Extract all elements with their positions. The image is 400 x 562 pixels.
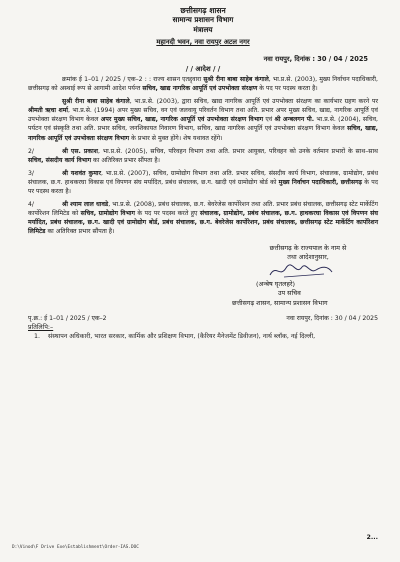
p2-number: 2/ — [28, 147, 35, 155]
signatory-department: छत्तीसगढ़ शासन, सामान्य प्रशासन विभाग — [232, 298, 328, 307]
signatory-designation: उप सचिव — [278, 289, 301, 298]
p4-bold-3: संचालक, ग्रामोद्योग, प्रबंध संचालक, छ.ग. हाथकरघा विकास एवं विपणन संघ मर्यादित, प्रबंध संचालक, छ.ग. खादी एवं ग्रामोद्योग बोर्ड, प्रबंध संचालक, छ.ग. बेवरेजेस कार्पोरेशन, प्रबंध संचालक, छत्तीसगढ़ स्टेट मार्केटिंग कार्पोरेशन लिमिटेड — [28, 209, 378, 235]
p1b-text-2: , भा.प्र.से. (1994) अपर मुख्य सचिव, वन एवं जलवायु परिवर्तन विभाग तथा अति. प्रभार अपर मुख्य सचिव, खाद्य, नागरिक आपूर्ति एवं उपभोक्ता संरक्षण विभाग केवल — [28, 107, 378, 124]
order-title: / / आदेश / / — [185, 65, 221, 74]
p1b-text-5: के प्रभार से मुक्त होंगे। शेष यथावत रहेंगे। — [129, 134, 223, 142]
ministry-name: मंत्रालय — [193, 24, 213, 34]
p2-bold-1: श्री एस. प्रकाश — [62, 147, 98, 155]
endorsement — [28, 314, 378, 341]
p4-bold-1: श्री श्याम लाल धावडे — [62, 200, 109, 208]
p3-bold-1: श्री यशवंत कुमार — [62, 169, 102, 177]
p3-bold-2: मुख्य निर्वाचन पदाधिकारी, छत्तीसगढ़ — [278, 178, 363, 186]
p4-text-1: , भा.प्र.से. (2008), प्रबंध संचालक, छ.ग. बेवरेजेस कार्पोरेशन तथा अति. प्रभार प्रबंध संचालक, छत्तीसगढ़ स्टेट मार्केटिंग कार्पोरेशन लिमिटेड को — [28, 200, 378, 217]
endorsement-number: पृ.क्र.: ई 1–01 / 2025 / एक–2 — [28, 315, 107, 322]
p1b-text-1: , भा.प्र.से. (2003), द्वारा सचिव, खाद्य नागरिक आपूर्ति एवं उपभोक्ता संरक्षण का कार्यभार ग्रहण करने पर — [129, 98, 378, 106]
p4-text-3: का अतिरिक्त प्रभार सौंपता है। — [45, 227, 115, 235]
letterhead — [28, 6, 378, 34]
p1b-bold-1: सुश्री रीना बाबा साहेब कंगाले — [62, 98, 130, 106]
signatory-name: (अन्बेष घृतलहरे) — [256, 279, 296, 288]
p1b-bold-5: सचिव, खाद्य, नागरिक आपूर्ति एवं उपभोक्ता संरक्षण विभाग — [28, 125, 378, 142]
p3-text-2: के पद पर पदस्थ करता है। — [28, 178, 379, 195]
handwritten-signature — [266, 262, 336, 280]
p1b-text-3: एवं — [263, 116, 275, 124]
p1-bold-1: सुश्री रीना बाबा साहेब कंगाले — [203, 76, 269, 84]
p1-bold-2: सचिव, खाद्य नागरिक आपूर्ति एवं उपभोक्ता संरक्षण — [142, 85, 258, 93]
paragraph-1b — [28, 97, 378, 142]
endorsement-date: नवा रायपुर, दिनांक : 30 / 04 / 2025 — [286, 315, 378, 322]
order-date: नवा रायपुर, दिनांक : 30 / 04 / 2025 — [263, 55, 368, 64]
paragraph-1 — [28, 75, 378, 93]
sign-line-2: तथा आदेशानुसार, — [287, 253, 329, 262]
paragraph-4 — [28, 200, 378, 236]
p2-bold-2: सचिव, संसदीय कार्य विभाग — [28, 156, 92, 164]
p2-text-2: का अतिरिक्त प्रभार सौंपता है। — [91, 156, 161, 164]
p1b-bold-4: श्री अन्बलगन पी. — [274, 116, 315, 124]
paragraph-2 — [28, 147, 378, 165]
p4-number: 4/ — [28, 200, 35, 208]
p2-text-1: , भा.प्र.से. (2005), सचिव, परिवहन विभाग तथा अति. प्रभार आयुक्त, परिवहन को उनके वर्तमान प्रभारों के साथ–साथ — [97, 147, 379, 155]
copy-item-text: संस्थापन अधिकारी, भारत सरकार, कार्मिक और प्रशिक्षण विभाग, (कैरियर मैनेजमेंट डिवीजन), नार्थ ब्लॉक, नई दिल्ली, — [48, 333, 316, 340]
p1b-bold-3: अपर मुख्य सचिव, खाद्य, नागरिक आपूर्ति एवं उपभोक्ता संरक्षण विभाग — [100, 116, 264, 124]
office-address-text: महानदी भवन, नवा रायपुर अटल नगर — [156, 38, 250, 47]
p4-bold-2: सचिव, ग्रामोद्योग विभाग — [80, 209, 135, 217]
p3-text-1: , भा.प्र.से. (2007), सचिव, ग्रामोद्योग विभाग तथा अति. प्रभार सचिव, संसदीय कार्य विभाग, संचालक, ग्रामोद्योग, प्रबंध संचालक, छ.ग. हाथकरघा विकास एवं विपणन संघ मर्यादित, प्रबंध संचालक, छ.ग. खादी एवं ग्रामोद्योग बोर्ड को — [28, 169, 378, 186]
p1b-bold-2: श्रीमती ऋचा शर्मा — [28, 107, 69, 115]
sign-line-1: छत्तीसगढ़ के राज्यपाल के नाम से — [269, 243, 347, 252]
copy-item-number: 1. — [34, 333, 41, 340]
department-name: सामान्य प्रशासन विभाग — [172, 15, 234, 25]
continued-page-marker: 2... — [366, 534, 378, 541]
p4-text-2: के पद पर पदस्थ करते हुए — [134, 209, 200, 217]
gov-name: छत्तीसगढ़ शासन — [180, 6, 226, 15]
endorsement-ref-line — [28, 314, 378, 323]
order-number: क्रमांक ई 1–01 / 2025 / एक–2 : : — [62, 76, 152, 84]
file-path: D:\Vinod\F Drive Exe\Establishment\Order-IAS.DOC — [12, 545, 139, 550]
p1-text-1: राज्य शासन एतद्द्वारा — [151, 76, 204, 84]
copy-list-item — [34, 332, 378, 341]
p1b-text-4: भा.प्र.से. (2004), सचिव, पर्यटन एवं संस्कृति तथा अति. प्रभार सचिव, जनशिकायत निवारण विभाग, सचिव, खाद्य नागरिक आपूर्ति एवं उपभोक्ता संरक्षण विभाग केवल — [28, 116, 379, 133]
p1-text-2: , भा.प्र.से. (2003), मुख्य निर्वाचन पदाधिकारी, छत्तीसगढ़ को अस्थाई रूप से आगामी आदेश पर्यन्त — [28, 76, 378, 93]
p1-text-3: के पद पर पदस्थ करता है। — [257, 85, 318, 93]
signature-block — [232, 243, 378, 308]
p3-number: 3/ — [28, 169, 35, 177]
office-address — [28, 37, 378, 46]
paragraph-3 — [28, 169, 378, 196]
copy-to-heading: प्रतिलिपि:– — [28, 324, 54, 331]
